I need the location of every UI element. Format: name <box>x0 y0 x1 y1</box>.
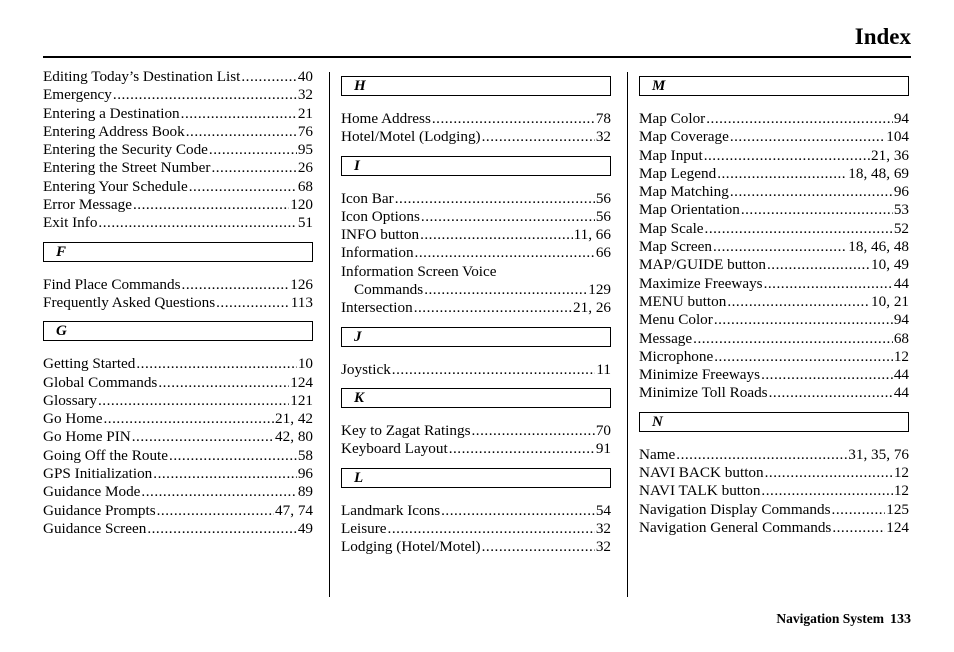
index-entry <box>43 465 313 483</box>
entry-page-numbers: 11 <box>596 360 611 378</box>
index-entry <box>639 128 909 146</box>
entry-page-numbers: 44 <box>893 366 909 384</box>
dot-leader <box>424 281 587 299</box>
entry-page-numbers: 124 <box>886 518 909 536</box>
entry-page-numbers: 66 <box>595 244 611 262</box>
entry-term: Navigation Display Commands <box>639 500 831 518</box>
entry-page-numbers: 18, 48, 69 <box>848 164 909 182</box>
entry-page-numbers: 10, 21 <box>871 292 909 310</box>
entry-term: Information Screen Voice <box>341 262 497 280</box>
dot-leader <box>153 465 297 483</box>
entry-term: Entering Your Schedule <box>43 177 188 195</box>
entry-page-numbers: 21, 42 <box>275 410 313 428</box>
entry-term: Key to Zagat Ratings <box>341 421 471 439</box>
section-header-f: F <box>43 242 313 262</box>
entry-term: Global Commands <box>43 373 158 391</box>
entry-term: Going Off the Route <box>43 446 169 464</box>
entry-page-numbers: 44 <box>893 274 909 292</box>
index-entry <box>639 366 909 384</box>
index-entry <box>639 110 909 128</box>
index-entry <box>341 110 611 128</box>
entry-page-numbers: 126 <box>290 275 313 293</box>
entry-page-numbers: 104 <box>886 128 909 146</box>
dot-leader <box>133 196 289 214</box>
index-entry <box>341 502 611 520</box>
dot-leader <box>706 110 893 128</box>
entry-term: Emergency <box>43 86 112 104</box>
dot-leader <box>98 392 289 410</box>
index-entry <box>43 123 313 141</box>
page-footer <box>776 611 911 628</box>
entry-page-numbers: 53 <box>893 201 909 219</box>
entry-page-numbers: 124 <box>290 373 313 391</box>
entry-term: Microphone <box>639 347 714 365</box>
dot-leader <box>832 519 885 537</box>
index-entry <box>43 502 313 520</box>
entry-term: Glossary <box>43 391 97 409</box>
index-entry <box>639 165 909 183</box>
dot-leader <box>693 330 893 348</box>
entry-term: Entering the Security Code <box>43 141 208 159</box>
index-entry <box>341 190 611 208</box>
dot-leader <box>730 128 885 146</box>
dot-leader <box>181 105 297 123</box>
entry-term: Navigation General Commands <box>639 518 832 536</box>
entry-page-numbers: 12 <box>893 347 909 365</box>
entry-page-numbers: 21, 36 <box>871 146 909 164</box>
dot-leader <box>714 311 893 329</box>
entry-term: Hotel/Motel (Lodging) <box>341 128 481 146</box>
dot-leader <box>216 294 290 312</box>
entry-page-numbers: 94 <box>893 311 909 329</box>
entry-term: Exit Info <box>43 214 98 232</box>
entry-page-numbers: 125 <box>886 500 909 518</box>
dot-leader <box>676 446 847 464</box>
index-entry <box>341 520 611 538</box>
section-header-g: G <box>43 321 313 341</box>
entry-page-numbers: 32 <box>297 86 313 104</box>
entry-page-numbers: 44 <box>893 384 909 402</box>
dot-leader <box>761 366 893 384</box>
index-entry <box>341 226 611 244</box>
dot-leader <box>209 141 297 159</box>
entry-term: Map Input <box>639 146 703 164</box>
index-entry <box>639 519 909 537</box>
index-entry <box>43 410 313 428</box>
section-header-j: J <box>341 327 611 347</box>
index-entry <box>639 201 909 219</box>
entry-term: Menu Color <box>639 311 713 329</box>
entry-page-numbers: 21 <box>297 104 313 122</box>
index-entry <box>341 263 611 281</box>
entry-page-numbers: 56 <box>595 207 611 225</box>
dot-leader <box>482 128 595 146</box>
dot-leader <box>113 86 297 104</box>
dot-leader <box>432 110 595 128</box>
dot-leader <box>414 299 572 317</box>
entry-page-numbers: 113 <box>290 293 313 311</box>
entry-term: Entering Address Book <box>43 122 185 140</box>
entry-term: Go Home <box>43 410 103 428</box>
entry-term: Entering the Street Number <box>43 159 211 177</box>
section-header-l: L <box>341 468 611 488</box>
dot-leader <box>714 348 893 366</box>
dot-leader <box>704 147 870 165</box>
dot-leader <box>136 355 296 373</box>
entry-term: Editing Today’s Destination List <box>43 68 241 85</box>
index-entry <box>43 141 313 159</box>
index-entry <box>639 238 909 256</box>
dot-leader <box>449 440 595 458</box>
dot-leader <box>211 159 296 177</box>
entry-page-numbers: 68 <box>297 177 313 195</box>
dot-leader <box>415 244 595 262</box>
index-entry <box>43 68 313 86</box>
dot-leader <box>241 68 296 86</box>
entry-page-numbers: 32 <box>595 538 611 556</box>
dot-leader <box>717 165 847 183</box>
index-entry <box>43 105 313 123</box>
title-rule <box>43 56 911 58</box>
entry-page-numbers: 96 <box>893 183 909 201</box>
entry-term: Icon Bar <box>341 189 394 207</box>
entry-term: MENU button <box>639 292 727 310</box>
entry-page-numbers: 32 <box>595 128 611 146</box>
dot-leader <box>767 256 870 274</box>
column-divider-2 <box>627 72 628 597</box>
page-title: Index <box>854 24 911 49</box>
entry-page-numbers: 76 <box>297 122 313 140</box>
index-entry <box>43 483 313 501</box>
section-header-n: N <box>639 412 909 432</box>
entry-page-numbers: 120 <box>290 196 313 214</box>
entry-term: Joystick <box>341 360 391 378</box>
entry-term: GPS Initialization <box>43 465 153 483</box>
entry-term: Guidance Screen <box>43 519 147 537</box>
entry-page-numbers: 10 <box>297 355 313 373</box>
entry-term: Keyboard Layout <box>341 440 448 458</box>
index-column-1 <box>43 68 313 538</box>
entry-term: INFO button <box>341 226 420 244</box>
index-entry <box>639 348 909 366</box>
dot-leader <box>441 502 595 520</box>
index-entry <box>43 159 313 177</box>
entry-page-numbers: 18, 46, 48 <box>848 238 909 256</box>
entry-page-numbers: 70 <box>595 421 611 439</box>
dot-leader <box>482 538 595 556</box>
index-entry <box>43 392 313 410</box>
entry-term: Intersection <box>341 299 413 317</box>
section-header-m: M <box>639 76 909 96</box>
index-entry <box>43 447 313 465</box>
section-header-h: H <box>341 76 611 96</box>
entry-page-numbers: 49 <box>297 519 313 537</box>
entry-term: Home Address <box>341 110 431 127</box>
index-entry <box>639 147 909 165</box>
dot-leader <box>132 428 274 446</box>
entry-term: Message <box>639 329 693 347</box>
dot-leader <box>189 178 297 196</box>
entry-term: Guidance Prompts <box>43 501 156 519</box>
dot-leader <box>157 502 274 520</box>
entry-page-numbers: 12 <box>893 482 909 500</box>
dot-leader <box>392 361 596 379</box>
entry-term: Map Matching <box>639 183 729 201</box>
index-entry <box>43 294 313 312</box>
dot-leader <box>147 520 297 538</box>
entry-term: Information <box>341 244 414 262</box>
index-entry <box>639 446 909 464</box>
entry-term: Minimize Toll Roads <box>639 384 768 402</box>
entry-term: Icon Options <box>341 207 420 225</box>
entry-page-numbers: 32 <box>595 519 611 537</box>
index-entry <box>639 293 909 311</box>
entry-page-numbers: 58 <box>297 446 313 464</box>
entry-page-numbers: 21, 26 <box>573 299 611 317</box>
entry-term: Map Screen <box>639 238 712 256</box>
entry-page-numbers: 121 <box>290 391 313 409</box>
entry-page-numbers: 10, 49 <box>871 256 909 274</box>
index-entry <box>639 256 909 274</box>
entry-term: Map Coverage <box>639 128 729 146</box>
entry-page-numbers: 54 <box>595 501 611 519</box>
dot-leader <box>158 374 289 392</box>
index-entry <box>639 464 909 482</box>
dot-leader <box>420 226 573 244</box>
dot-leader <box>98 214 296 232</box>
dot-leader <box>169 447 297 465</box>
index-entry <box>43 520 313 538</box>
entry-term: Landmark Icons <box>341 501 441 519</box>
entry-term: Map Color <box>639 110 706 127</box>
entry-term: Getting Started <box>43 355 136 373</box>
index-entry <box>43 86 313 104</box>
page-number: 133 <box>890 612 911 627</box>
entry-page-numbers: 68 <box>893 329 909 347</box>
entry-term: Map Scale <box>639 219 704 237</box>
index-entry <box>639 482 909 500</box>
entry-page-numbers: 56 <box>595 189 611 207</box>
index-entry <box>639 220 909 238</box>
entry-term: Maximize Freeways <box>639 274 763 292</box>
entry-page-numbers: 40 <box>297 68 313 85</box>
dot-leader <box>182 276 290 294</box>
index-entry <box>639 501 909 519</box>
dot-leader <box>713 238 847 256</box>
entry-page-numbers: 26 <box>297 159 313 177</box>
section-header-i: I <box>341 156 611 176</box>
entry-page-numbers: 78 <box>595 110 611 127</box>
entry-term: Minimize Freeways <box>639 366 761 384</box>
dot-leader <box>764 275 893 293</box>
footer-label: Navigation System <box>776 611 884 626</box>
dot-leader <box>388 520 595 538</box>
entry-term: MAP/GUIDE button <box>639 256 766 274</box>
entry-page-numbers: 42, 80 <box>275 428 313 446</box>
index-entry <box>639 311 909 329</box>
entry-term: Guidance Mode <box>43 483 141 501</box>
index-column-3 <box>639 68 909 537</box>
entry-page-numbers: 91 <box>595 440 611 458</box>
entry-term: NAVI BACK button <box>639 464 764 482</box>
entry-page-numbers: 11, 66 <box>573 226 611 244</box>
entry-term: NAVI TALK button <box>639 482 761 500</box>
entry-term: Commands <box>354 281 424 299</box>
entry-page-numbers: 96 <box>297 465 313 483</box>
entry-term: Map Legend <box>639 164 717 182</box>
entry-term: Find Place Commands <box>43 275 181 293</box>
entry-term: Entering a Destination <box>43 104 180 122</box>
entry-page-numbers: 89 <box>297 483 313 501</box>
section-header-k: K <box>341 388 611 408</box>
index-entry <box>639 384 909 402</box>
entry-term: Frequently Asked Questions <box>43 293 216 311</box>
index-entry <box>341 299 611 317</box>
dot-leader <box>103 410 274 428</box>
dot-leader <box>832 501 886 519</box>
entry-term: Go Home PIN <box>43 428 131 446</box>
entry-term: Name <box>639 445 676 463</box>
entry-page-numbers: 94 <box>893 110 909 127</box>
index-entry <box>639 275 909 293</box>
dot-leader <box>765 464 893 482</box>
index-entry <box>43 196 313 214</box>
index-entry <box>43 355 313 373</box>
index-entry <box>43 374 313 392</box>
entry-page-numbers: 31, 35, 76 <box>848 445 909 463</box>
index-entry <box>341 361 611 379</box>
entry-term: Error Message <box>43 196 132 214</box>
entry-page-numbers: 95 <box>297 141 313 159</box>
index-entry <box>341 128 611 146</box>
index-entry <box>43 178 313 196</box>
index-entry <box>43 276 313 294</box>
entry-page-numbers: 129 <box>588 281 611 299</box>
dot-leader <box>421 208 595 226</box>
dot-leader <box>769 384 893 402</box>
index-entry <box>341 538 611 556</box>
index-entry <box>341 244 611 262</box>
dot-leader <box>186 123 297 141</box>
dot-leader <box>705 220 893 238</box>
entry-term: Lodging (Hotel/Motel) <box>341 538 481 556</box>
index-entry <box>639 183 909 201</box>
entry-page-numbers: 52 <box>893 219 909 237</box>
index-entry <box>341 422 611 440</box>
dot-leader <box>727 293 870 311</box>
entry-term: Leisure <box>341 519 387 537</box>
index-entry <box>43 214 313 232</box>
dot-leader <box>141 483 296 501</box>
index-entry <box>341 440 611 458</box>
index-column-2 <box>341 68 611 556</box>
entry-term: Map Orientation <box>639 201 740 219</box>
entry-page-numbers: 51 <box>297 214 313 232</box>
index-entry <box>341 208 611 226</box>
index-entry <box>639 330 909 348</box>
dot-leader <box>761 482 892 500</box>
dot-leader <box>730 183 893 201</box>
index-entry <box>341 281 611 299</box>
index-entry <box>43 428 313 446</box>
entry-page-numbers: 47, 74 <box>275 501 313 519</box>
entry-page-numbers: 12 <box>893 464 909 482</box>
dot-leader <box>395 190 595 208</box>
dot-leader <box>741 201 893 219</box>
dot-leader <box>472 422 595 440</box>
column-divider-1 <box>329 72 330 597</box>
